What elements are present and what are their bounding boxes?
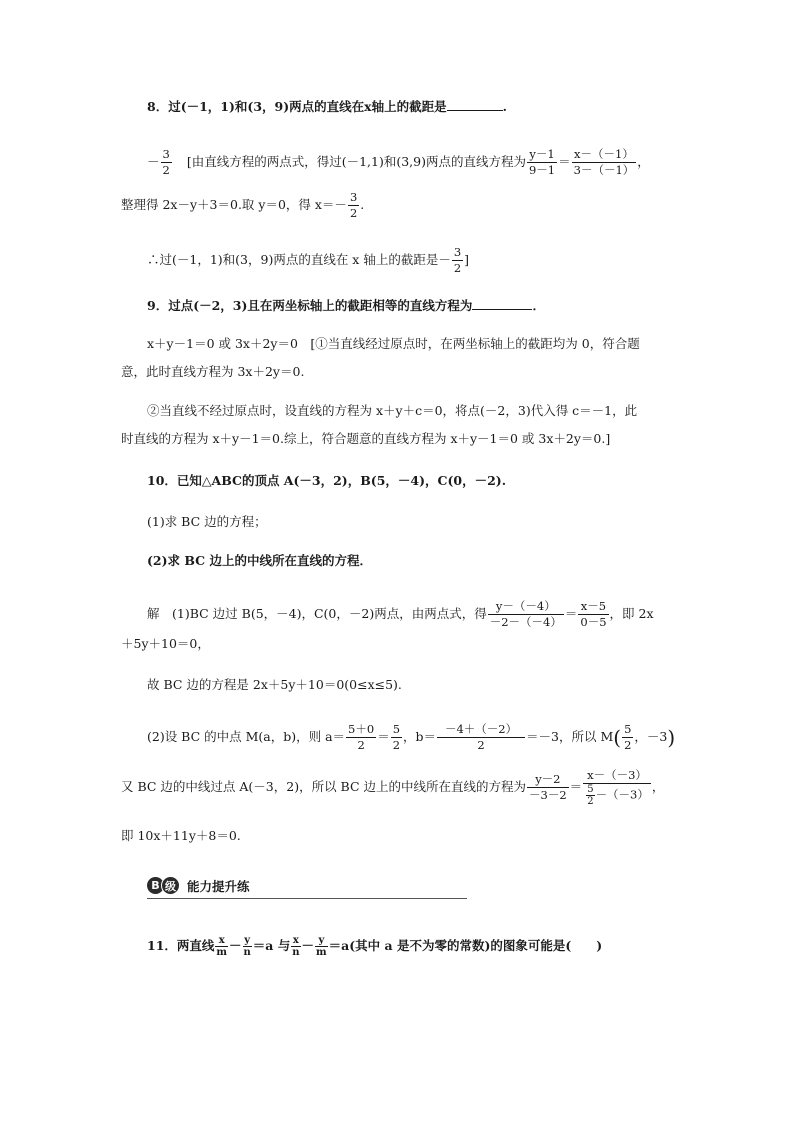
fraction: $\frac{y}{m}$ [316, 935, 327, 958]
q10-part1: (1)求 BC 边的方程； [147, 514, 267, 529]
fraction: $\frac{-4+(-2)}{2}$ [437, 722, 525, 753]
fraction: $\frac{x-(-1)}{3-(-1)}$ [573, 147, 635, 177]
fraction: $\frac{y-(-4)}{-2-(-4)}$ [489, 599, 562, 629]
fraction: $\frac{x}{n}$ [292, 935, 300, 958]
fraction: $\frac{5}{2}$ [392, 722, 401, 752]
answer-blank [447, 97, 503, 111]
section-title: 能力提升练 [187, 878, 250, 894]
level-badge: 级 [161, 876, 180, 895]
q10-solution1-line3: 故 BC 边的方程是 2x＋5y＋10＝0(0≤x≤5). [147, 677, 402, 692]
fraction: $\frac{y}{n}$ [243, 935, 251, 958]
q8-stem: 8．过(－1，1)和(3，9)两点的直线在x轴上的截距是 . [147, 99, 507, 114]
fraction: $\frac{3}{2}$ [349, 190, 358, 220]
q8-solution-line3: ∴过(－1，1)和(3，9)两点的直线在 x 轴上的截距是－ $\frac{3}{2}$ ] [147, 245, 470, 275]
q9-solution-line3: ②当直线不经过原点时，设直线的方程为 x＋y＋c＝0，将点(－2，3)代入得 c＝－1，此 [147, 403, 638, 418]
q10-solution2-line3: 即 10x＋11y＋8＝0. [121, 828, 241, 843]
q9-solution-line1: x＋y－1＝0 或 3x＋2y＝0 [①当直线经过原点时，在两坐标轴上的截距均为 0，符合题 [147, 336, 640, 351]
q9-solution-line4: 时直线的方程为 x＋y－1＝0.综上，符合题意的直线方程为 x＋y－1＝0 或 3x＋2y＝0.] [121, 431, 611, 446]
section-header [147, 876, 250, 895]
q8-solution-line2: 整理得 2x－y＋3＝0.取 y＝0，得 x＝－ $\frac{3}{2}$ . [121, 190, 365, 220]
level-b-badge: B [147, 877, 164, 894]
q9-stem: 9．过点(－2，3)且在两坐标轴上的截距相等的直线方程为 ． [147, 298, 545, 313]
q11-stem: 11．两直线 $\frac{x}{m}$ － $\frac{y}{n}$ ＝a 与 $\frac{x}{n}$ － $\frac{y}{m}$ ＝a(其中 a 是不为零的常数)的图象可能是( ) [147, 935, 603, 958]
fraction: $\frac{y-2}{-3-2}$ [529, 772, 567, 802]
q10-solution1-line1: 解 (1)BC 边过 B(5，－4)，C(0，－2)两点，由两点式，得 $\frac{y-(-4)}{-2-(-4)}$ ＝ $\frac{x-5}{0-5}$ ，即 2x [147, 599, 654, 629]
fraction: $\frac{x}{m}$ [216, 935, 227, 958]
q10-stem: 10．已知△ABC的顶点 A(－3，2)，B(5，－4)，C(0，－2). [147, 473, 507, 488]
fraction: $\frac{5+0}{2}$ [348, 722, 375, 752]
fraction: $\frac{y-1}{9-1}$ [528, 147, 556, 177]
answer-blank [472, 296, 532, 310]
fraction: $\frac{x-5}{0-5}$ [580, 599, 607, 629]
q10-solution2-line2: 又 BC 边的中线过点 A(－3，2)，所以 BC 边上的中线所在直线的方程为 $\frac{y-2}{-3-2}$ ＝ x－（－3） $\frac{5}{2}$ －（－3） ， [121, 768, 665, 807]
q10-part2: (2)求 BC 边上的中线所在直线的方程． [147, 553, 372, 568]
q9-solution-line2: 意，此时直线方程为 3x＋2y＝0. [121, 364, 305, 379]
q8-solution-line1: － $\frac{3}{2}$ [由直线方程的两点式，得过(－1,1)和(3,9)两点的直线方程为 $\frac{y-1}{9-1}$ ＝ $\frac{x-(-1)}{3-(-1)}$ ， [147, 147, 650, 177]
fraction: $\frac{5}{2}$ [624, 722, 632, 752]
section-divider [147, 898, 467, 899]
q10-solution1-line2: ＋5y＋10＝0， [121, 636, 210, 651]
fraction: $\frac{3}{2}$ [453, 245, 462, 275]
q10-solution2-line1: (2)设 BC 的中点 M(a，b)，则 a＝ $\frac{5+0}{2}$ ＝ $\frac{5}{2}$ ，b＝ $\frac{-4+(-2)}{2}$ ＝－3，所以 M( $\frac{5}{2}$ ，－3) [147, 722, 676, 752]
q8-answer-fraction: $\frac{3}{2}$ [162, 147, 170, 177]
fraction: x－（－3） $\frac{5}{2}$ －（－3） [583, 768, 651, 807]
